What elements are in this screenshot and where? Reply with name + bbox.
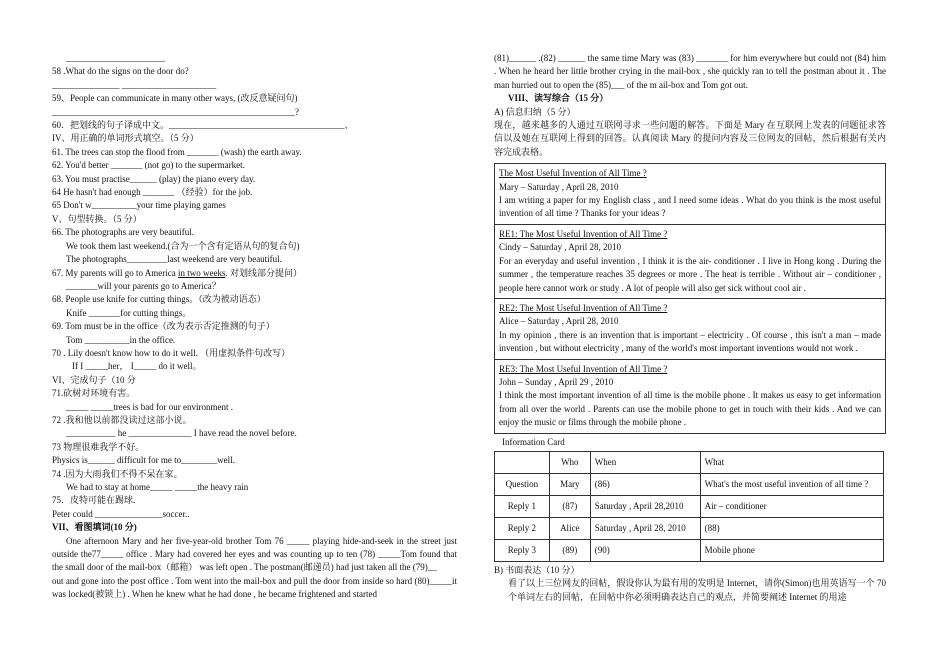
left-line: Tom __________in the office. xyxy=(66,334,176,345)
post-title: The Most Useful Invention of All Time ? xyxy=(499,168,647,179)
left-line: VII、看图填词(10 分) xyxy=(52,522,137,533)
left-line: 64 He hasn't had enough _______ （经验）for the job. xyxy=(52,187,253,198)
table-cell: What xyxy=(700,451,883,473)
left-line: Physics is______ difficult for me to________well. xyxy=(52,455,235,466)
right-top-line: 现在，越来越多的人通过互联网寻求一些问题的解答。下面是 Mary 在互联网上发表的问题征求答信以及她在互联网上得到的回答。认真阅读 Mary 的提问内容及三位网友的回帖，然后根据有关内容完成表格。 xyxy=(494,120,886,157)
table-row xyxy=(495,473,884,495)
left-line: 69. Tom must be in the office（改为表示否定推测的句子） xyxy=(52,321,275,332)
right-bottom-line: B) 书面表达（10 分） xyxy=(494,564,580,575)
post-meta: Mary – Saturday , April 28, 2010 xyxy=(499,181,619,192)
forum-post xyxy=(494,360,886,434)
right-bottom-text xyxy=(494,564,886,604)
left-line: If I _____her， I_____ do it well。 xyxy=(72,361,202,372)
table-cell: Reply 2 xyxy=(495,517,550,539)
post-body: I think the most important invention of all time is the mobile phone . It makes us easy to get information from all over the world . Parents can use the mobile phone to get in touch with their kids . And we can enjoy the music or films through the mobile phone . xyxy=(499,390,881,428)
left-line: _____ _____trees is bad for our environment . xyxy=(66,401,233,412)
left-line: out and gone into the post office . Tom went into the mail-box and pull the door from inside so hard (80)_____it was locked(被锁上) . When he knew what he had done , he became frightened and started xyxy=(52,575,457,600)
post-meta: John – Sunday , April 29 , 2010 xyxy=(499,376,614,387)
left-line: 60．把划线的句子译成中文。_______________________________________、 xyxy=(52,120,354,131)
left-column xyxy=(52,52,457,602)
left-line: We took them last weekend.(合为一个含有定语从句的复合句) xyxy=(66,240,300,251)
left-line: One afternoon Mary and her five-year-old brother Tom 76 _____ playing hide-and-seek in the street just outside the77_____ office . Mary had covered her eyes and was counting up to ten (78) _____Tom found that the small door of the mail-box（邮箱） was left open . The postman(邮递员) had just taken all the (79)__ xyxy=(52,535,457,573)
left-line: ___________ he ______________ I have read the novel before. xyxy=(66,428,297,439)
table-cell xyxy=(495,451,550,473)
right-top-text xyxy=(494,52,886,159)
table-cell: Question xyxy=(495,473,550,495)
post-title: RE3: The Most Useful Invention of All Time ? xyxy=(499,363,668,374)
table-cell: (88) xyxy=(700,517,883,539)
table-row xyxy=(495,539,884,561)
forum-posts xyxy=(494,163,886,433)
right-top-line: VIII、读写综合（15 分） xyxy=(508,93,609,104)
left-line: 72 .我和他以前都没读过这部小说。 xyxy=(52,414,192,425)
table-cell: When xyxy=(590,451,700,473)
left-line: V、句型转换。（5 分） xyxy=(52,213,142,224)
table-cell: Alice xyxy=(549,517,590,539)
left-line: 68. People use knife for cutting things。（改为被动语态） xyxy=(52,294,266,305)
right-column xyxy=(494,52,886,604)
left-line: 62. You'd better _______ (not go) to the supermarket. xyxy=(52,160,245,171)
left-line: 75．皮特可能在踢球. xyxy=(52,495,136,506)
forum-post xyxy=(494,225,886,299)
left-line: Knife _______for cutting things。 xyxy=(66,307,192,318)
left-line: 70 . Lily doesn't know how to do it well. （用虚拟条件句改写） xyxy=(52,347,291,358)
left-line: 67. My parents will go to America in two weeks. 对划线部分提问） xyxy=(52,267,302,278)
table-row xyxy=(495,517,884,539)
forum-post xyxy=(494,163,886,225)
table-cell: Who xyxy=(549,451,590,473)
left-line: Peter could _______________soccer.. xyxy=(52,508,190,519)
post-body: I am writing a paper for my English class , and I need some ideas . What do you think is the most useful invention of all time ? Thanks for your ideas ? xyxy=(499,195,881,219)
post-meta: Cindy – Saturday , April 28, 2010 xyxy=(499,242,621,253)
table-cell: Reply 1 xyxy=(495,495,550,517)
table-row xyxy=(495,495,884,517)
table-cell: Reply 3 xyxy=(495,539,550,561)
left-line: 66. The photographs are very beautiful. xyxy=(52,227,195,238)
left-line: 73 物理很难我学不好。 xyxy=(52,441,145,452)
left-line: 59、People can communicate in many other ways, (改反意疑问句) xyxy=(52,93,298,104)
right-top-line: (81)______ .(82) ______ the same time Mary was (83) _______ for him everywhere but could not (84) him . When he heard her little brother crying in the mail-box , she quickly ran to tell the postman about it . The man hurried out to open the (85)___ of the m ail-box and Tom got out. xyxy=(494,53,886,90)
table-cell: (86) xyxy=(590,473,700,495)
left-line: We had to stay at home_____ _____the heavy rain xyxy=(66,482,249,492)
forum-post xyxy=(494,299,886,360)
info-card-title: Information Card xyxy=(502,436,565,447)
table-cell: (87) xyxy=(549,495,590,517)
left-line: _______________ _____________________ xyxy=(52,79,217,90)
left-line: 65 Don't w__________your time playing games xyxy=(52,200,226,211)
table-cell: Saturday , April 28, 2010 xyxy=(590,517,700,539)
post-title: RE1: The Most Useful Invention of All Time ? xyxy=(499,228,668,239)
table-cell: Mary xyxy=(549,473,590,495)
left-line: VI、完成句子（10 分 xyxy=(52,374,136,385)
table-cell: (90) xyxy=(590,539,700,561)
post-body: In my opinion , there is an invention that is important – electricity . Of course , this isn't a man – made invention , but without electricity , many of the world's most important inventions would not work . xyxy=(499,329,881,354)
left-line: 74 .因为大雨我们不得不呆在家。 xyxy=(52,468,183,479)
post-meta: Alice – Saturday , April 28, 2010 xyxy=(499,316,619,327)
left-line: 63. You must practise______ (play) the piano every day. xyxy=(52,173,256,184)
table-cell: What's the most useful invention of all time ? xyxy=(700,473,883,495)
table-cell: (89) xyxy=(549,539,590,561)
table-cell: Mobile phone xyxy=(700,539,883,561)
left-line: 71.砍树对环境有害。 xyxy=(52,388,136,399)
left-line: 61. The trees can stop the flood from _______ (wash) the earth away. xyxy=(52,146,302,157)
left-line: ______________________________________________________? xyxy=(52,106,299,117)
right-top-line: A) 信息归纳（5 分） xyxy=(494,106,576,117)
left-line: 58 .What do the signs on the door do? xyxy=(52,66,189,77)
left-line: The photographs_________last weekend are very beautiful. xyxy=(66,254,282,265)
table-header-row xyxy=(495,451,884,473)
post-title: RE2: The Most Useful Invention of All Time ? xyxy=(499,302,668,313)
post-body: For an everyday and useful invention , I think it is the air- conditioner . I live in Hong kong . During the summer , the temperature reaches 35 degrees or more . The heat is terrible . Without air – conditioner , people here cannot work or study . A lot of people will also get sick without cool air . xyxy=(499,255,881,293)
right-bottom-line: 看了以上三位网友的回帖，假设你认为最有用的发明是 Internet，请你(Simon)也用英语写一个 70 个单词左右的回帖，在回帖中你必须明确表达自己的观点，并简要阐述 Internet 的用途 xyxy=(508,578,886,602)
left-line: ______________________ xyxy=(66,53,165,63)
left-line: _______will your parents go to America？ xyxy=(66,280,221,291)
left-line: IV、用正确的单词形式填空。（5 分） xyxy=(52,133,199,144)
table-cell: Saturday , April 28,2010 xyxy=(590,495,700,517)
information-card-table xyxy=(494,451,884,562)
table-cell: Air – conditioner xyxy=(700,495,883,517)
